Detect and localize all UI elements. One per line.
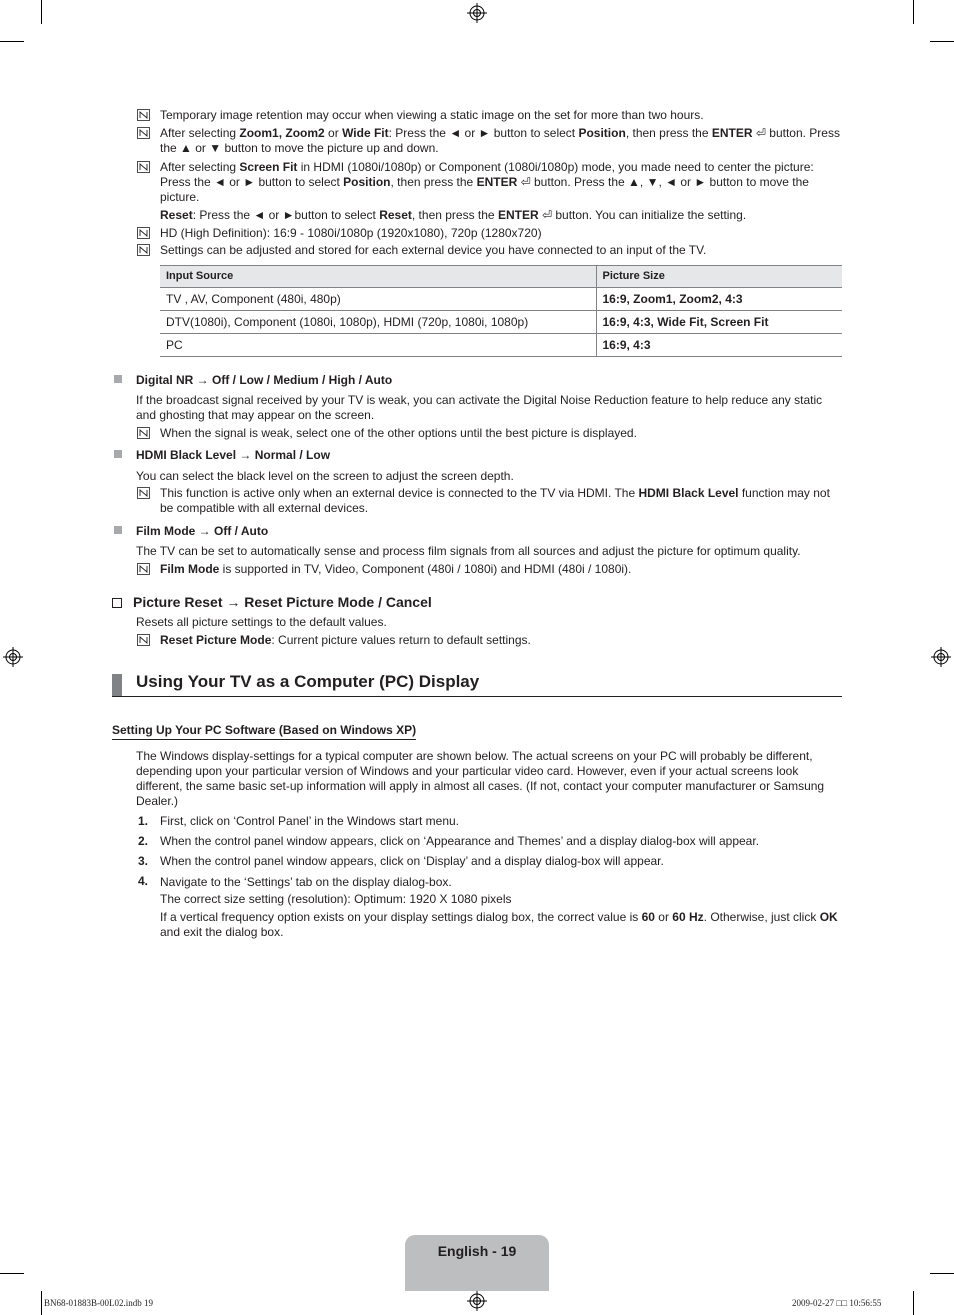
- text-run: ENTER: [711, 126, 753, 140]
- note-item: [137, 226, 843, 241]
- step-text: First, click on ‘Control Panel’ in the Windows start menu.: [160, 814, 459, 828]
- intro-paragraph: The Windows display-settings for a typical computer are shown below. The actual screens on your PC will probably be different, depending upon your particular version of Windows and your particular video card. However, even if your actual screens look different, the same basic set-up information will apply in almost all cases. (If not, contact your computer manufacturer or Samsung Dealer.): [136, 749, 825, 808]
- table-row: [160, 334, 842, 357]
- table-cell: DTV(1080i), Component (1080i, 1080p), HDMI (720p, 1080i, 1080p): [160, 311, 596, 334]
- hdmi-black-level-body: You can select the black level on the screen to adjust the screen depth.: [136, 469, 514, 483]
- hdmi-black-level-note: This function is active only when an external device is connected to the TV via HDMI. The HDMI Black Level function may not be compatible with all external devices.: [137, 486, 843, 516]
- step-number: 3.: [138, 854, 149, 868]
- text-run: in HDMI (1080i/1080p) or Component (1080i/1080p) mode, you made need to center the picture: Press the ◄ or ► button to select: [160, 160, 814, 189]
- film-mode-note: Film Mode is supported in TV, Video, Component (480i / 1080i) and HDMI (480i / 1080i).: [137, 562, 843, 577]
- slug-file: BN68-01883B-00L02.indb 19: [44, 1298, 153, 1308]
- crop-mark: [0, 41, 24, 42]
- text-run: ENTER: [476, 175, 518, 189]
- step-text: When the control panel window appears, click on ‘Appearance and Themes’ and a display dialog-box will appear.: [160, 834, 760, 848]
- picture-reset-body: Resets all picture settings to the default values.: [136, 615, 387, 629]
- square-bullet-icon: [114, 450, 122, 458]
- checkbox-bullet-icon: [112, 598, 122, 608]
- table-cell: 16:9, Zoom1, Zoom2, 4:3: [596, 288, 842, 311]
- table-header: Input Source: [160, 266, 596, 288]
- table-cell: 16:9, 4:3: [596, 334, 842, 357]
- slug-timestamp: 2009-02-27 □□ 10:56:55: [792, 1298, 882, 1308]
- section-title: Using Your TV as a Computer (PC) Display: [112, 672, 842, 697]
- crop-mark: [913, 1291, 914, 1315]
- text-run: ⏎ button. Press the ▲ or ▼ button to move the picture up and down.: [160, 126, 840, 155]
- page-number-tab: English - 19: [405, 1235, 549, 1291]
- text-run: Settings can be adjusted and stored for each external device you have connected to an input of the TV.: [160, 243, 707, 257]
- table-cell: TV , AV, Component (480i, 480p): [160, 288, 596, 311]
- square-bullet-icon: [114, 375, 122, 383]
- picture-reset-note: Reset Picture Mode: Current picture values return to default settings.: [137, 633, 843, 648]
- crop-mark: [913, 0, 914, 24]
- text-run: Zoom1, Zoom2: [239, 126, 325, 140]
- film-mode-heading: Film Mode → Off / Auto: [114, 524, 268, 539]
- text-run: OK: [819, 910, 838, 924]
- text-run: ⏎ button. Press the ▲, ▼, ◄ or ► button to move the picture.: [160, 175, 809, 204]
- text-run: or: [654, 910, 673, 924]
- note-icon: [137, 127, 150, 139]
- note-item: [137, 126, 843, 156]
- text-run: and exit the dialog box.: [160, 925, 284, 939]
- step-text: When the control panel window appears, click on ‘Display’ and a display dialog-box will appear.: [160, 854, 664, 868]
- step-number: 1.: [138, 814, 149, 828]
- text-run: Reset: [379, 208, 412, 222]
- registration-mark-icon: [467, 1291, 487, 1311]
- note-item: [137, 108, 843, 123]
- table-header: Picture Size: [596, 266, 842, 288]
- note-icon: [137, 109, 150, 121]
- note-item: [137, 243, 843, 258]
- text-run: : Press the ◄ or ► button to select: [388, 126, 579, 140]
- step-detail: [160, 910, 842, 940]
- text-run: , then press the: [411, 208, 498, 222]
- table-cell: 16:9, 4:3, Wide Fit, Screen Fit: [596, 311, 842, 334]
- text-run: HD (High Definition): 16:9 - 1080i/1080p (1920x1080), 720p (1280x720): [160, 226, 542, 240]
- text-run: ENTER: [497, 208, 539, 222]
- crop-mark: [930, 41, 954, 42]
- note-icon: [137, 427, 150, 439]
- text-run: 60: [641, 910, 655, 924]
- text-run: , then press the: [390, 175, 477, 189]
- text-run: Position: [343, 175, 391, 189]
- text-run: ⏎ button. You can initialize the setting.: [538, 208, 747, 222]
- table-cell: PC: [160, 334, 596, 357]
- step-number: 2.: [138, 834, 149, 848]
- text-run: After selecting: [160, 160, 240, 174]
- table-row: [160, 288, 842, 311]
- note-icon: [137, 227, 150, 239]
- text-run: Temporary image retention may occur when viewing a static image on the set for more than two hours.: [160, 108, 704, 122]
- note-icon: [137, 244, 150, 256]
- text-run: or: [324, 126, 343, 140]
- text-run: 60 Hz: [672, 910, 704, 924]
- text-run: Position: [578, 126, 626, 140]
- registration-mark-icon: [467, 3, 487, 23]
- note-icon: [137, 634, 150, 646]
- registration-mark-icon: [3, 647, 23, 667]
- text-run: Screen Fit: [239, 160, 298, 174]
- note-item: [137, 160, 843, 205]
- table-header-row: [160, 266, 842, 288]
- text-run: . Otherwise, just click: [703, 910, 820, 924]
- text-run: : Press the ◄ or ►button to select: [192, 208, 380, 222]
- picture-reset-heading: Picture Reset → Reset Picture Mode / Cancel: [112, 594, 432, 610]
- note-icon: [137, 563, 150, 575]
- crop-mark: [930, 1273, 954, 1274]
- crop-mark: [41, 0, 42, 24]
- film-mode-body: The TV can be set to automatically sense and process film signals from all sources and adjust the picture for optimum quality.: [136, 544, 801, 558]
- text-run: Reset: [160, 208, 193, 222]
- digital-nr-heading: Digital NR → Off / Low / Medium / High / Auto: [114, 373, 392, 388]
- step-detail: The correct size setting (resolution): Optimum: 1920 X 1080 pixels: [160, 892, 512, 906]
- hdmi-black-level-heading: HDMI Black Level → Normal / Low: [114, 448, 330, 463]
- note-item: [137, 208, 843, 223]
- registration-mark-icon: [931, 647, 951, 667]
- text-run: If a vertical frequency option exists on your display settings dialog box, the correct value is: [160, 910, 642, 924]
- text-run: Wide Fit: [342, 126, 389, 140]
- text-run: , then press the: [625, 126, 712, 140]
- square-bullet-icon: [114, 526, 122, 534]
- text-run: After selecting: [160, 126, 240, 140]
- note-icon: [137, 487, 150, 499]
- note-icon: [137, 161, 150, 173]
- table-row: [160, 311, 842, 334]
- digital-nr-body: If the broadcast signal received by your TV is weak, you can activate the Digital Noise Reduction feature to help reduce any static and ghosting that may appear on the screen.: [136, 393, 823, 422]
- digital-nr-note: When the signal is weak, select one of the other options until the best picture is displayed.: [137, 426, 843, 441]
- crop-mark: [0, 1273, 24, 1274]
- picture-size-table: [160, 265, 842, 357]
- step-text: Navigate to the ‘Settings’ tab on the display dialog-box.: [160, 875, 452, 889]
- section-bar: [112, 674, 122, 696]
- crop-mark: [41, 1291, 42, 1315]
- sub-title: Setting Up Your PC Software (Based on Windows XP): [112, 723, 416, 740]
- step-number: 4.: [138, 874, 149, 888]
